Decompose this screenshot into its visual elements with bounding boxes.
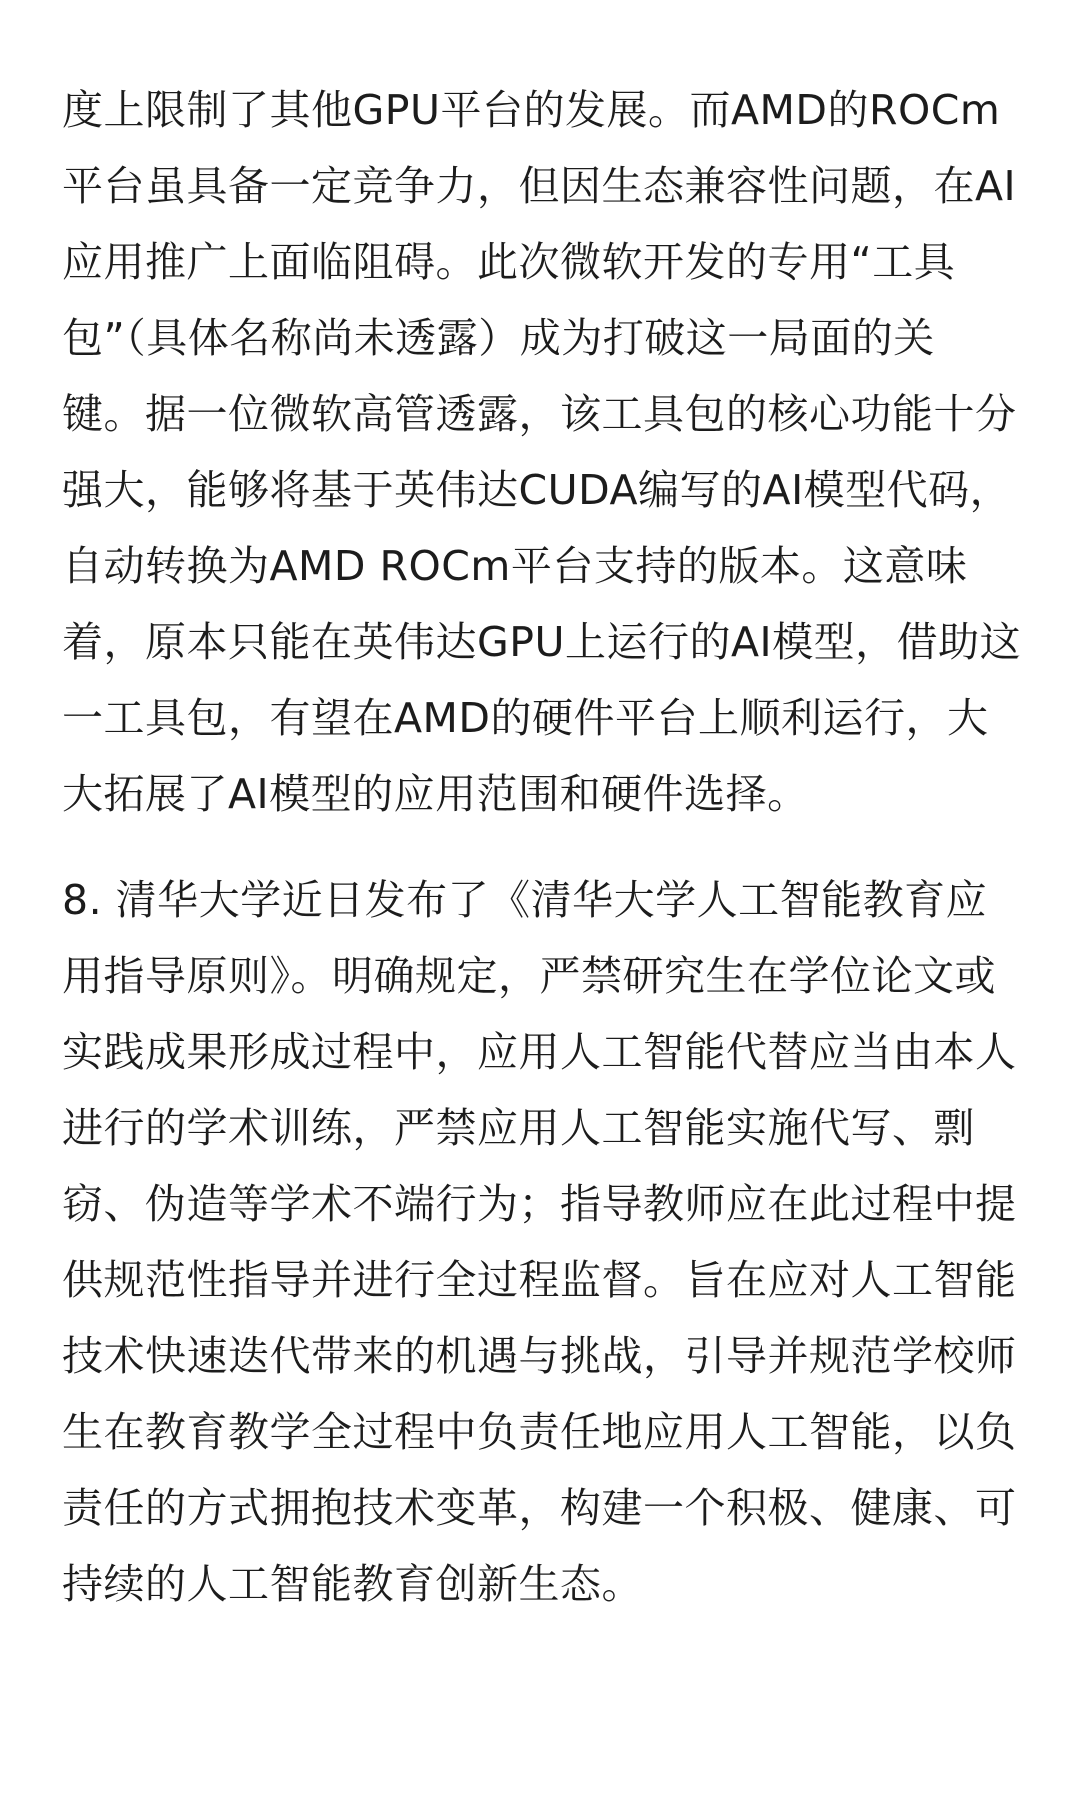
- text-line: 平台虽具备一定竞争力，但因生态兼容性问题，在AI: [62, 162, 1017, 210]
- text-line: 持续的人工智能教育创新生态。: [62, 1560, 643, 1608]
- text-line: 自动转换为AMD ROCm平台支持的版本。这意味: [62, 542, 968, 590]
- text-line: 实践成果形成过程中，应用人工智能代替应当由本人: [62, 1028, 1017, 1076]
- text-line: 窃、伪造等学术不端行为；指导教师应在此过程中提: [62, 1180, 1017, 1228]
- text-line: 用指导原则》。明确规定，严禁研究生在学位论文或: [62, 952, 996, 1000]
- text-line: 生在教育教学全过程中负责任地应用人工智能，以负: [62, 1408, 1017, 1456]
- text-line: 度上限制了其他GPU平台的发展。而AMD的ROCm: [62, 86, 1001, 134]
- text-line: 技术快速迭代带来的机遇与挑战，引导并规范学校师: [62, 1332, 1017, 1380]
- text-line: 键。据一位微软高管透露，该工具包的核心功能十分: [62, 390, 1017, 438]
- text-line: 应用推广上面临阻碍。此次微软开发的专用“工具: [62, 238, 956, 286]
- text-line: 一工具包，有望在AMD的硬件平台上顺利运行，大: [62, 694, 989, 742]
- text-line: 8. 清华大学近日发布了《清华大学人工智能教育应: [62, 876, 988, 924]
- text-line: 供规范性指导并进行全过程监督。旨在应对人工智能: [62, 1256, 1017, 1304]
- text-line: 着，原本只能在英伟达GPU上运行的AI模型，借助这: [62, 618, 1022, 666]
- text-line: 大拓展了AI模型的应用范围和硬件选择。: [62, 770, 809, 818]
- text-line: 责任的方式拥抱技术变革，构建一个积极、健康、可: [62, 1484, 1017, 1532]
- text-line: 包”（具体名称尚未透露）成为打破这一局面的关: [62, 314, 935, 362]
- text-line: 强大，能够将基于英伟达CUDA编写的AI模型代码，: [62, 466, 1012, 514]
- text-line: 进行的学术训练，严禁应用人工智能实施代写、剽: [62, 1104, 975, 1152]
